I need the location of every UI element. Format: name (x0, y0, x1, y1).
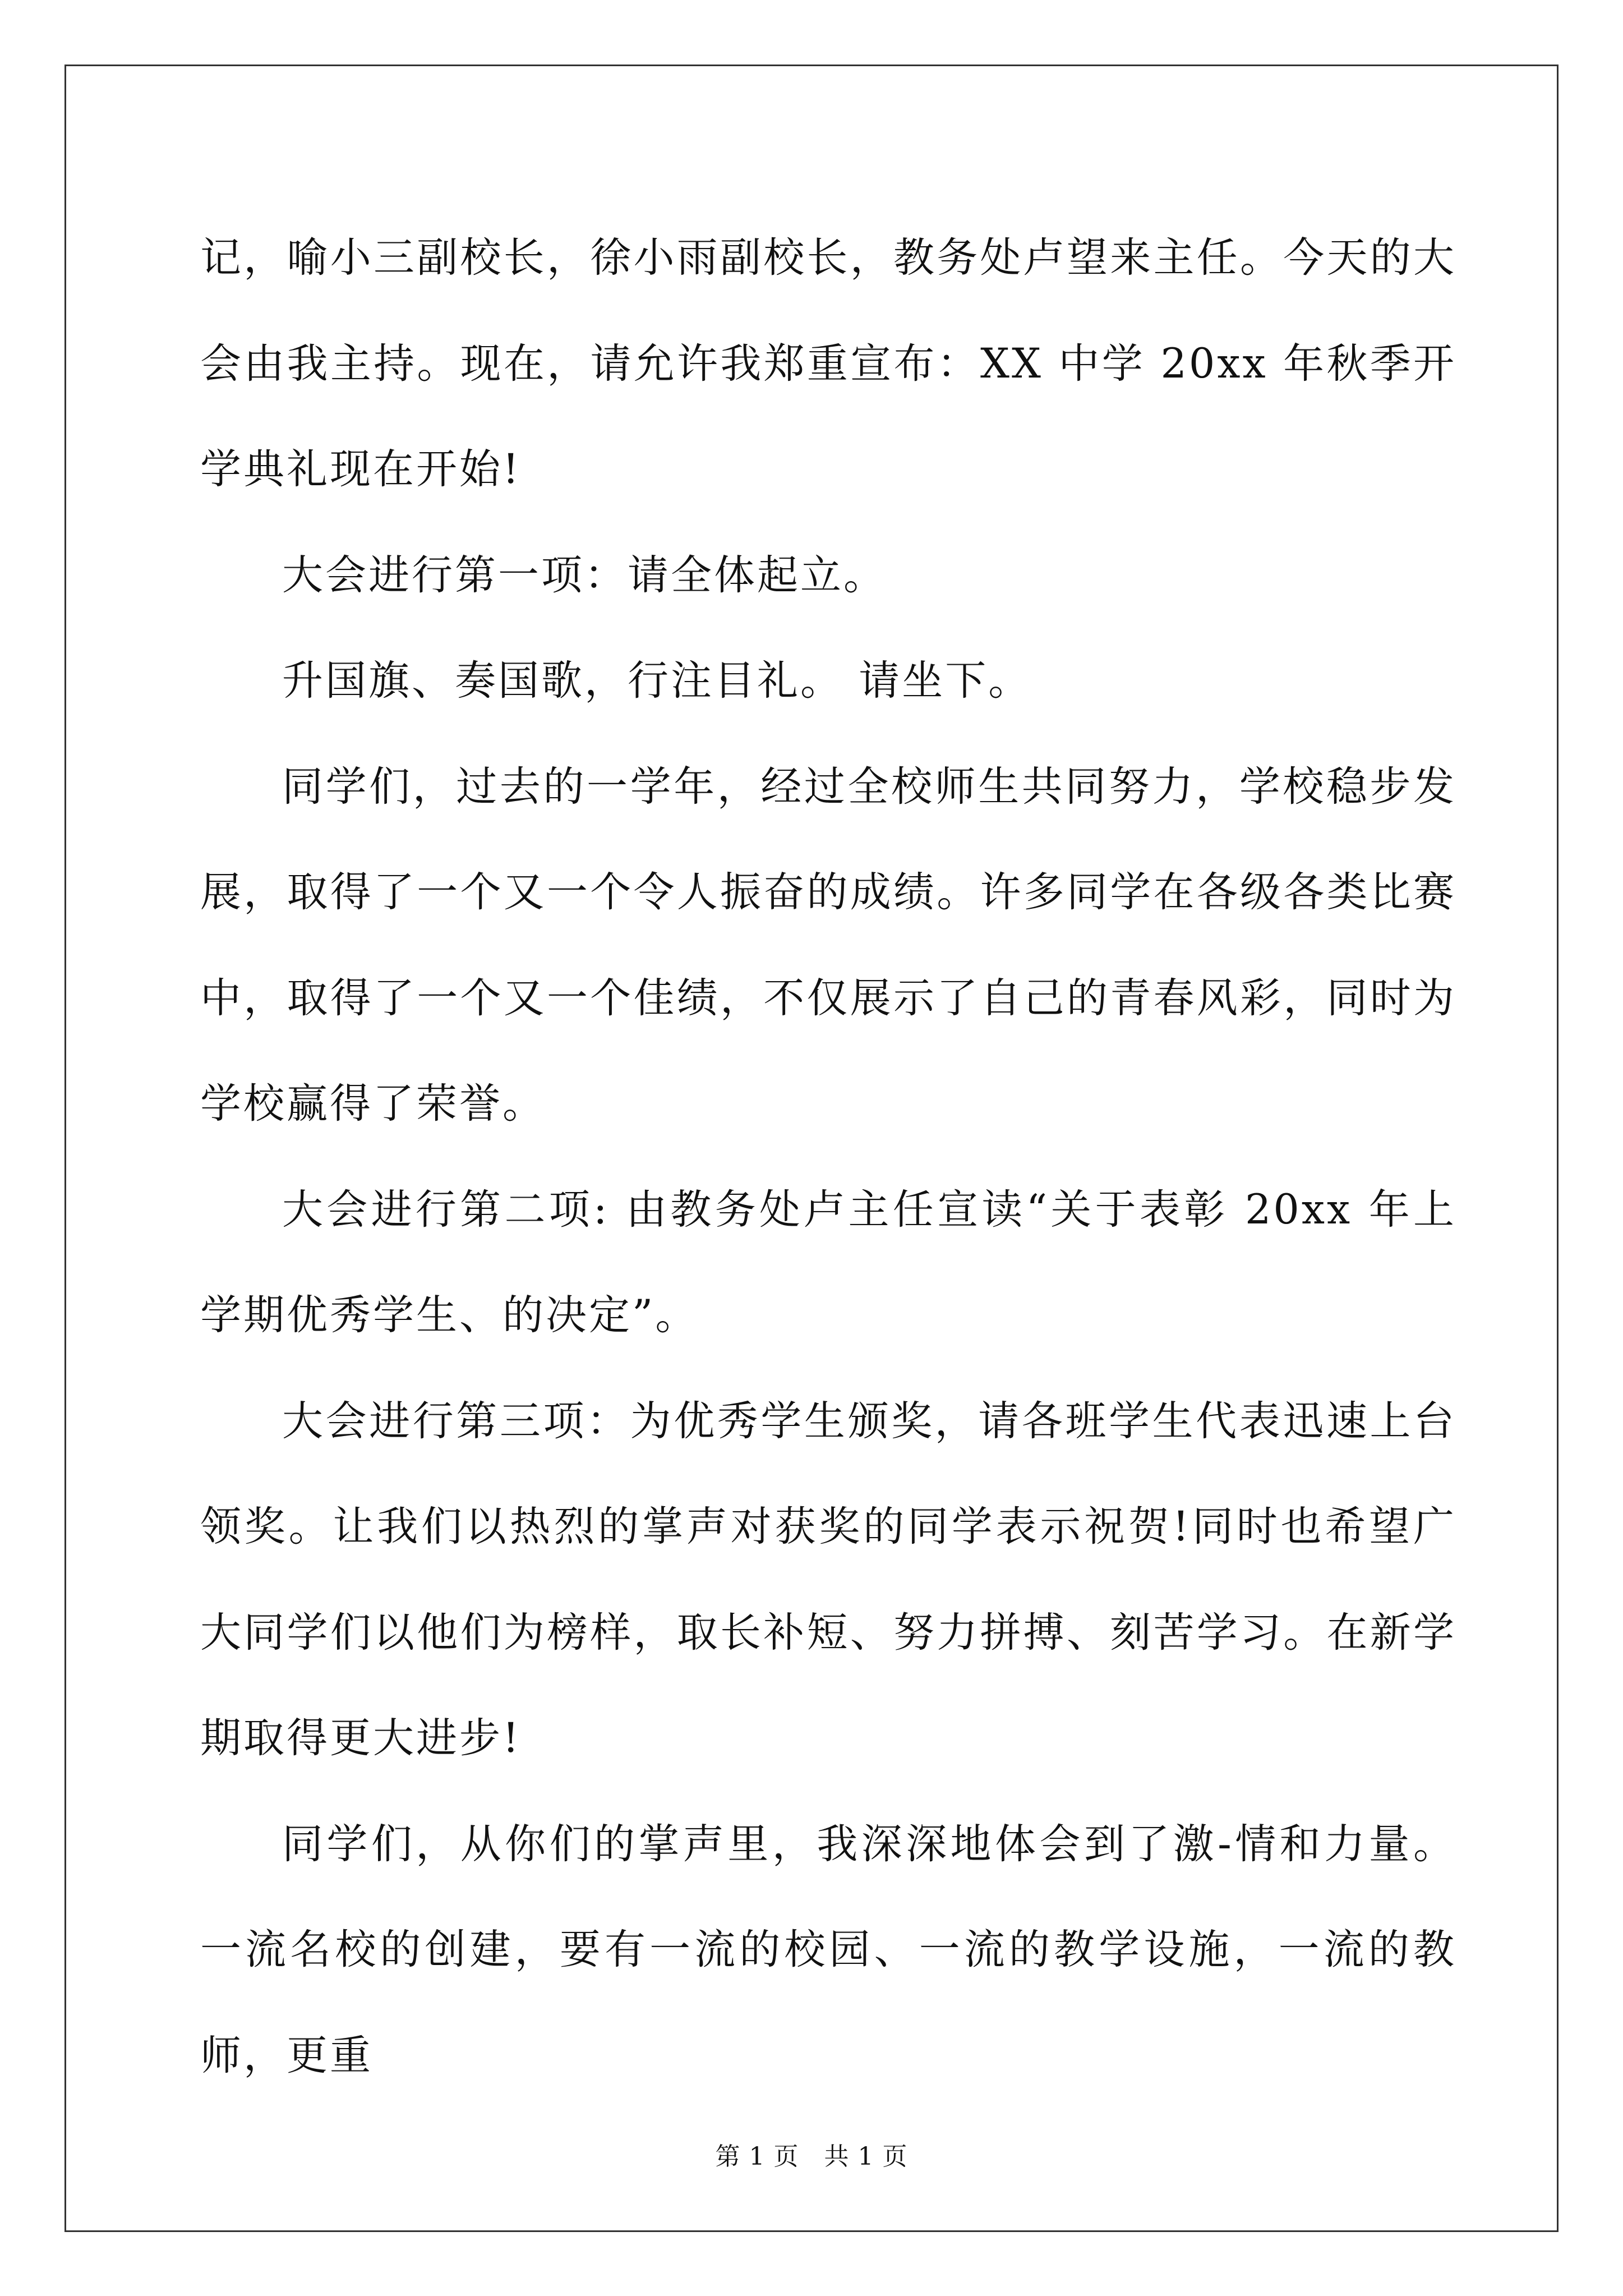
paragraph-3: 升国旗、奏国歌，行注目礼。 请坐下。 (282, 657, 1032, 705)
document-body (200, 205, 1456, 2109)
paragraph-1: 记，喻小三副校长，徐小雨副校长，教务处卢望来主任。今天的大会由我主持。现在，请允许我郑重宣布：XX 中学 20xx 年秋季开学典礼现在开始! (200, 234, 1456, 493)
paragraph-7: 同学们，从你们的掌声里，我深深地体会到了激-情和力量。一流名校的创建，要有一流的校园、一流的教学设施，一流的教师，更重 (200, 1820, 1456, 2079)
paragraph-6: 大会进行第三项：为优秀学生颁奖，请各班学生代表迅速上台领奖。让我们以热烈的掌声对获奖的同学表示祝贺!同时也希望广大同学们以他们为榜样，取长补短、努力拼搏、刻苦学习。在新学期取得更大进步! (200, 1397, 1456, 1762)
paragraph-4: 同学们，过去的一学年，经过全校师生共同努力，学校稳步发展，取得了一个又一个令人振奋的成绩。许多同学在各级各类比赛中，取得了一个又一个佳绩，不仅展示了自己的青春风彩，同时为学校赢得了荣誉。 (200, 762, 1456, 1128)
page-footer: 第 1 页 共 1 页 (715, 2142, 908, 2171)
paragraph-2: 大会进行第一项：请全体起立。 (282, 551, 887, 599)
paragraph-5: 大会进行第二项: 由教务处卢主任宣读“关于表彰 20xx 年上学期优秀学生、的决定”。 (200, 1185, 1456, 1339)
